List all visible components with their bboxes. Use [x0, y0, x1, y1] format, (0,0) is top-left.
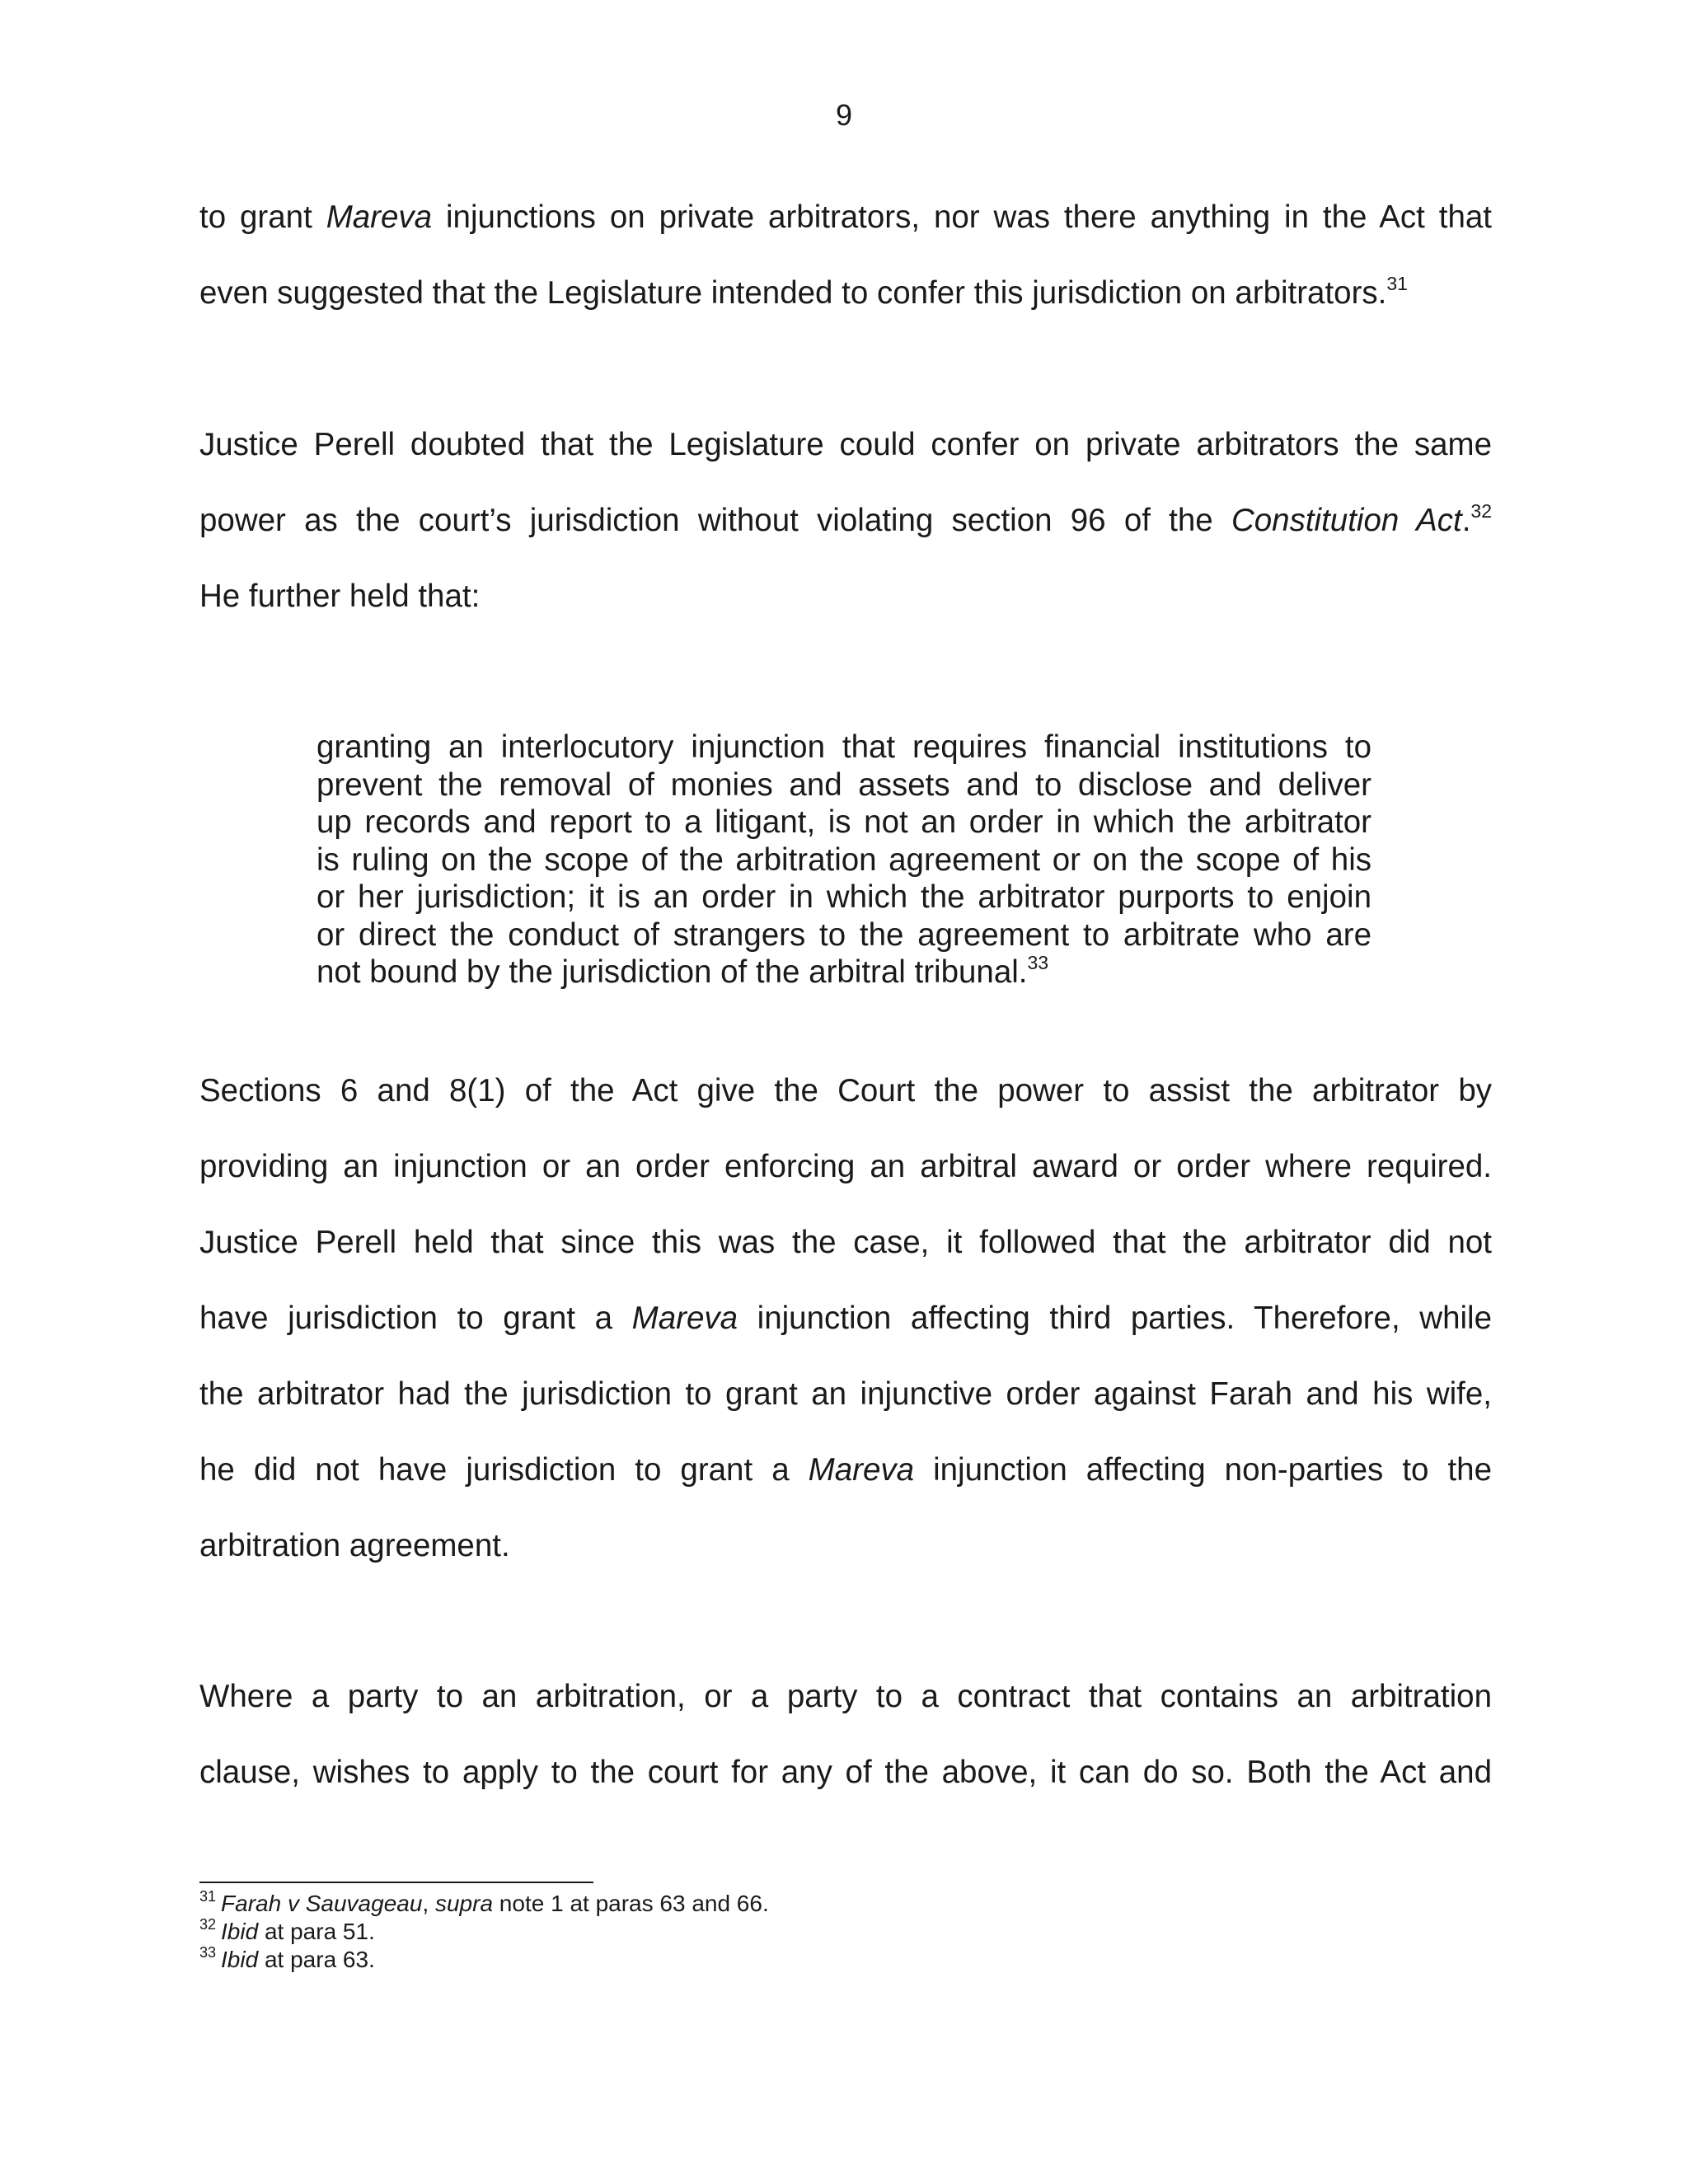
page-number: 9 [835, 98, 853, 132]
paragraph-3-line-7: arbitration agreement. [199, 1528, 510, 1563]
footnote-32: $^{32}$ Ibid at para 51. [199, 1915, 375, 1944]
case-name-mareva: Mareva [631, 1301, 738, 1336]
quote-line-5: or her jurisdiction; it is an order in which the arbitrator purports to enjoin [316, 879, 1372, 915]
paragraph-3-line-1: Sections 6 and 8(1) of the Act give the Court the power to assist the arbitrator by [199, 1073, 1492, 1108]
paragraph-4 [199, 1659, 1492, 1811]
paragraph-2-line-2: power as the court’s jurisdiction without violating section 96 of the Constitution Act.$^{32}$ [199, 500, 1492, 538]
paragraph-3-line-6: he did not have jurisdiction to grant a Mareva injunction affecting non-parties to the [199, 1452, 1492, 1488]
quote-line-3: up records and report to a litigant, is not an order in which the arbitrator [316, 804, 1372, 840]
footnote-separator [199, 1882, 593, 1883]
footnote-number: 31 [199, 1887, 217, 1905]
case-name-mareva: Mareva [326, 199, 433, 235]
statute-name: Constitution Act [1231, 503, 1462, 538]
footnote-ref-32[interactable]: 32 [1470, 500, 1492, 523]
footnote-33: $^{33}$ Ibid at para 63. [199, 1943, 375, 1972]
paragraph-4-line-1: Where a party to an arbitration, or a party to a contract that contains an arbitration [199, 1679, 1492, 1714]
case-name-mareva: Mareva [808, 1452, 915, 1488]
quote-line-7: not bound by the jurisdiction of the arbitral tribunal.$^{33}$ [316, 952, 1049, 990]
quote-line-6: or direct the conduct of strangers to the agreement to arbitrate who are [316, 916, 1372, 953]
paragraph-3-line-2: providing an injunction or an order enforcing an arbitral award or order where required. [199, 1149, 1492, 1184]
paragraph-3 [199, 1053, 1492, 1584]
paragraph-1-line-1: to grant Mareva injunctions on private arbitrators, nor was there anything in the Act that [199, 199, 1492, 235]
footnotes [199, 1887, 1353, 1974]
quote-line-2: prevent the removal of monies and assets and to disclose and deliver [316, 766, 1372, 803]
quote-line-1: granting an interlocutory injunction that requires financial institutions to [316, 729, 1372, 765]
paragraph-1 [199, 180, 1492, 331]
footnote-number: 32 [199, 1915, 217, 1933]
paragraph-1-line-2: even suggested that the Legislature intended to confer this jurisdiction on arbitrators.$^{31}$ [199, 273, 1408, 311]
paragraph-4-line-2: clause, wishes to apply to the court for any of the above, it can do so. Both the Act and [199, 1755, 1492, 1790]
footnote-ref-33[interactable]: 33 [1027, 952, 1049, 974]
footnote-ref-31[interactable]: 31 [1386, 273, 1408, 295]
paragraph-2 [199, 407, 1492, 635]
paragraph-2-line-3: He further held that: [199, 579, 481, 614]
paragraph-3-line-3: Justice Perell held that since this was the case, it followed that the arbitrator did not [199, 1225, 1492, 1260]
paragraph-3-line-5: the arbitrator had the jurisdiction to grant an injunctive order against Farah and his wife, [199, 1376, 1492, 1412]
quote-line-4: is ruling on the scope of the arbitration agreement or on the scope of his [316, 841, 1372, 878]
block-quote [316, 729, 1372, 991]
paragraph-3-line-4: have jurisdiction to grant a Mareva injunction affecting third parties. Therefore, while [199, 1301, 1492, 1336]
paragraph-2-line-1: Justice Perell doubted that the Legislature could confer on private arbitrators the same [199, 427, 1492, 462]
footnote-number: 33 [199, 1943, 217, 1961]
footnote-31: $^{31}$ Farah v Sauvageau, supra note 1 at paras 63 and 66. [199, 1887, 769, 1916]
